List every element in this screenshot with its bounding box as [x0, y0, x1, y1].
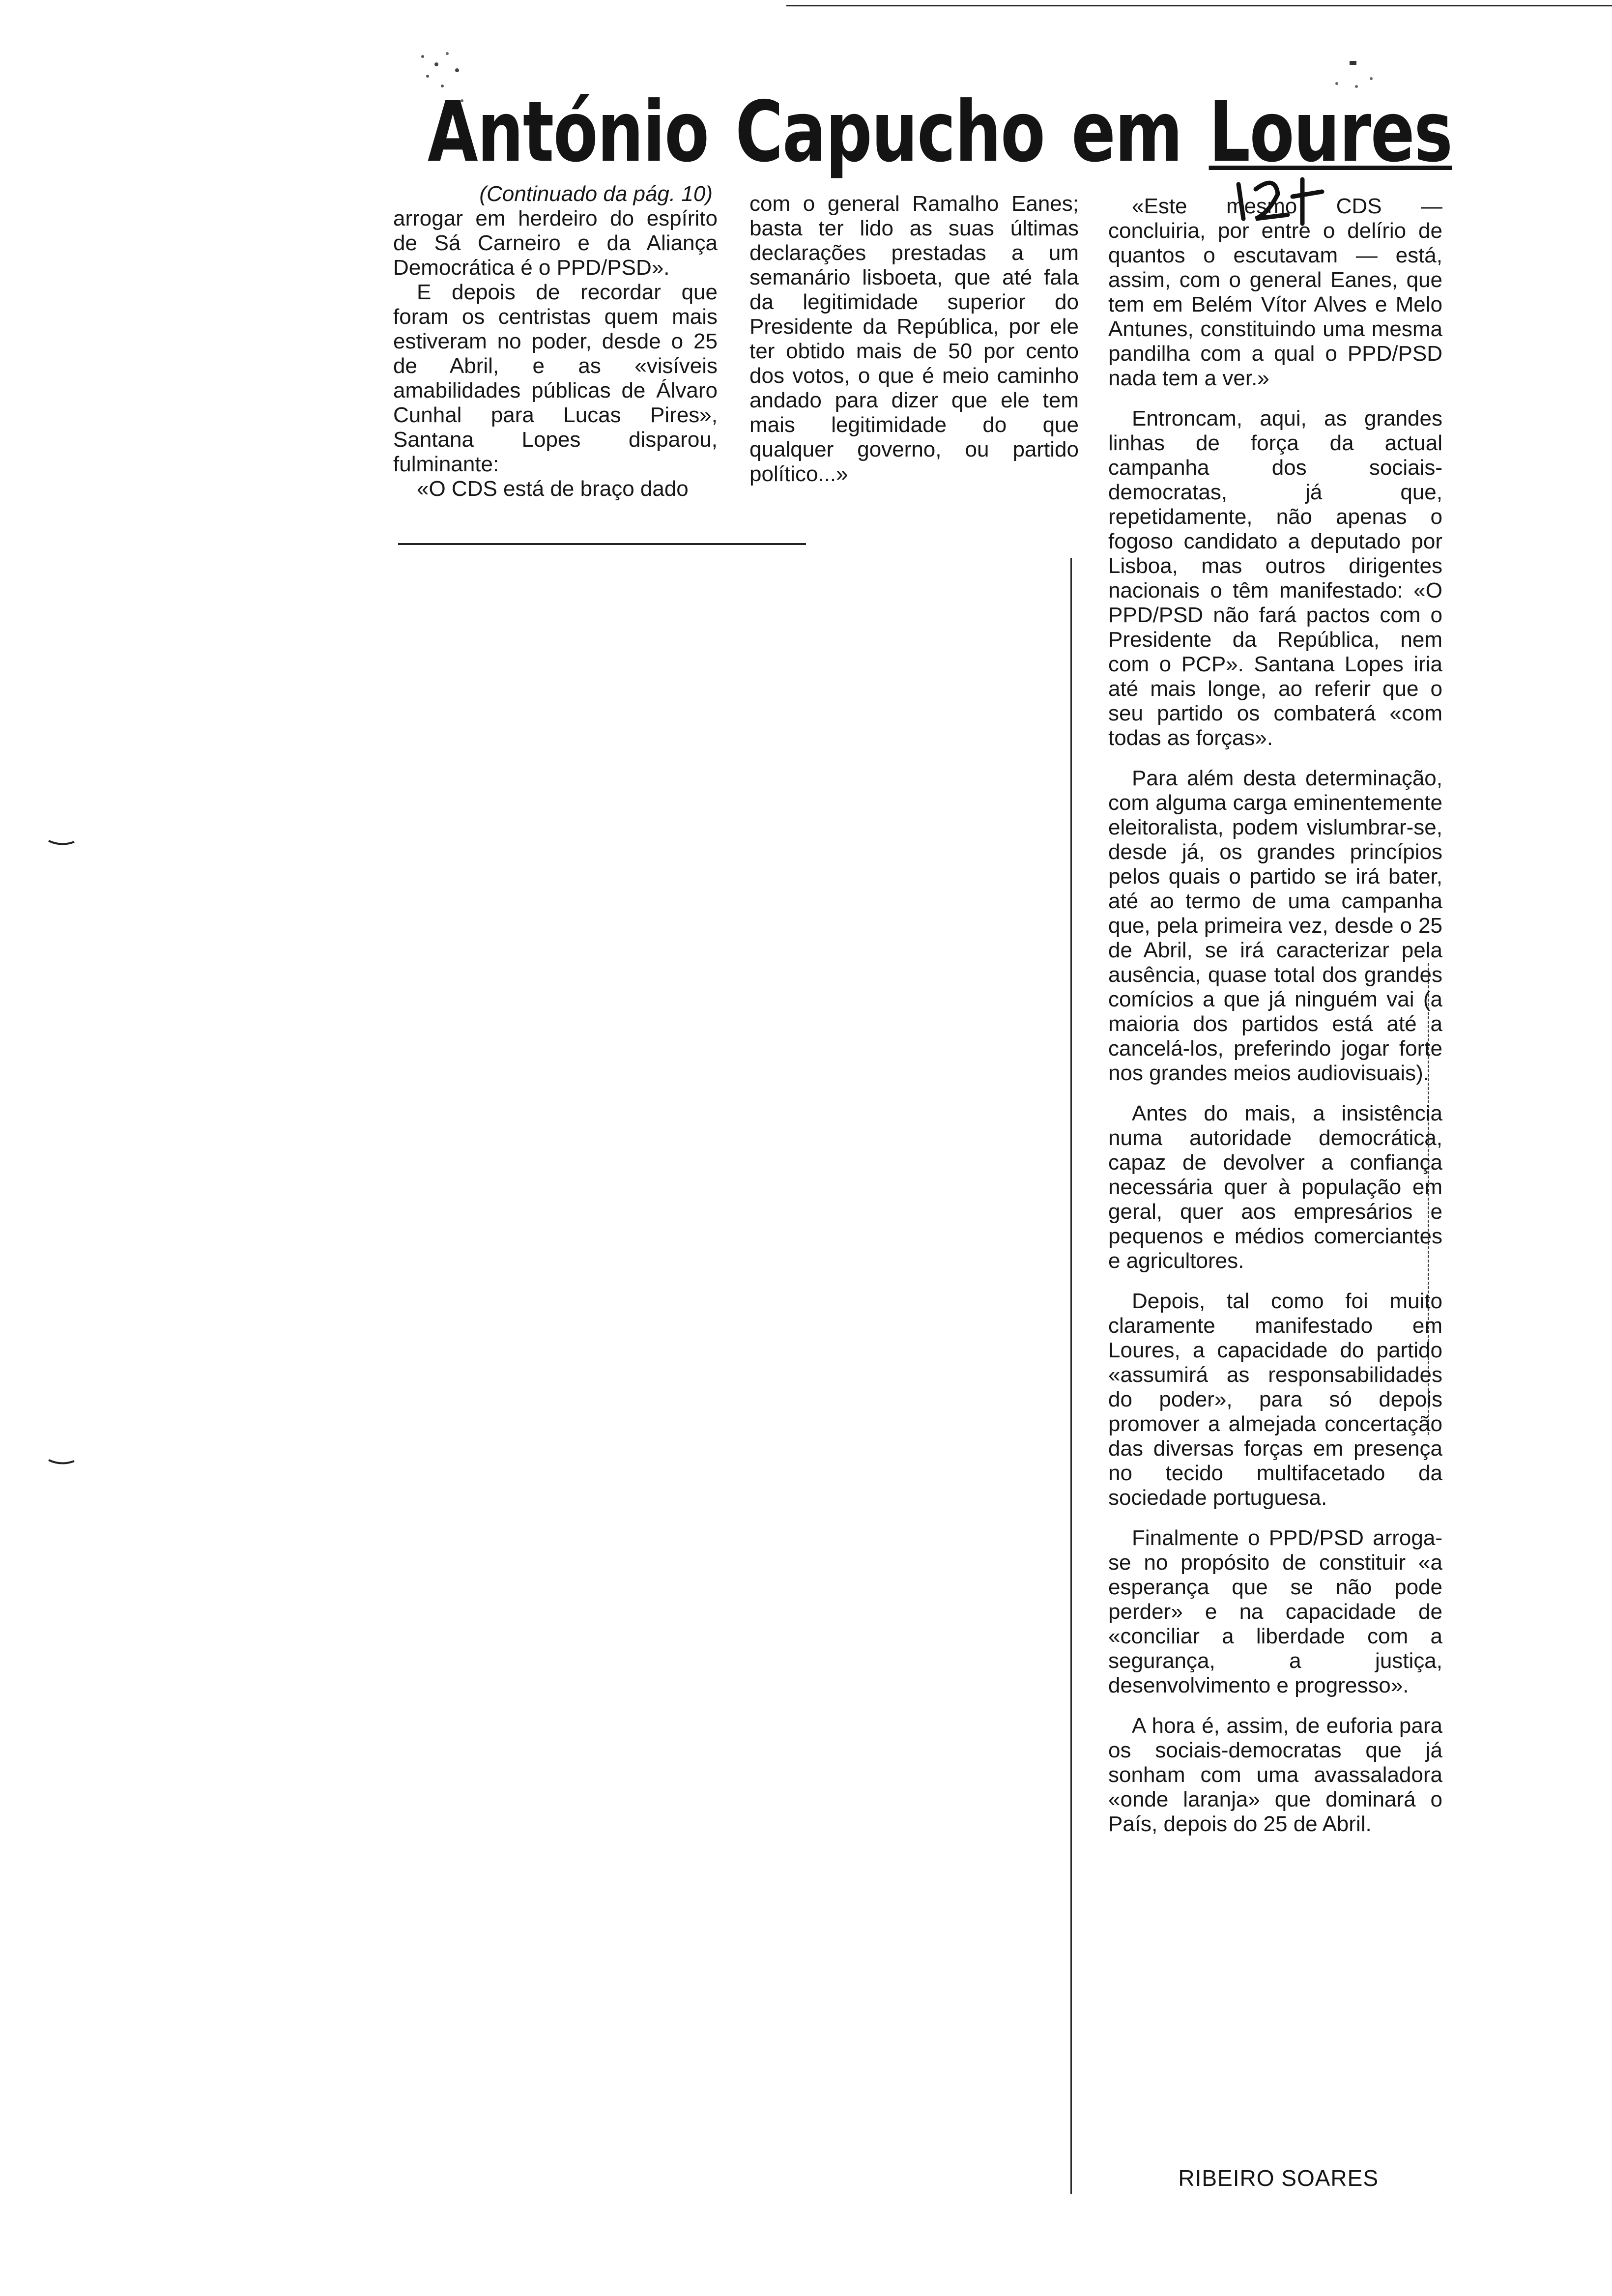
column-3-paragraph: «Este mesmo CDS — concluiria, por entre o delírio de quantos o escutavam — está, assim, com o general Eanes, que tem em Belém Vítor Alves e Melo Antunes, constituindo uma mesma pandilha com a qual o PPD/PSD nada tem a ver.»: [1108, 194, 1442, 390]
punch-hole-mark: [47, 1457, 76, 1467]
column-1-paragraph: E depois de recordar que foram os centristas quem mais estiveram no poder, desde o 25 de Abril, e as «visíveis amabilidades públicas de Álvaro Cunhal para Lucas Pires», Santana Lopes disparou, fulminante:: [393, 280, 718, 476]
column-3-paragraph: Antes do mais, a insistência numa autoridade democrática, capaz de devolver a confiança necessária quer à população em geral, quer aos empresários e pequenos e médios comerciantes e agricultores.: [1108, 1101, 1442, 1273]
byline: RIBEIRO SOARES: [1178, 2165, 1379, 2191]
article-column-2: [749, 192, 1079, 487]
punch-hole-mark: [47, 838, 76, 848]
column-vertical-rule: [1070, 558, 1072, 2194]
column-divider-rule: [398, 543, 806, 545]
headline-word-loures: Loures: [1209, 84, 1452, 181]
column-1-paragraph: «O CDS está de braço dado: [417, 477, 689, 501]
column-3-paragraph: Entroncam, aqui, as grandes linhas de força da actual campanha dos sociais-democratas, já que, repetidamente, não apenas o fogoso candidato a deputado por Lisboa, mas outros dirigentes nacionais o têm manifestado: «O PPD/PSD não fará pactos com o Presidente da República, nem com o PCP». Santana Lopes iria até mais longe, ao referir que o seu partido os combaterá «com todas as forças».: [1108, 406, 1442, 750]
column-1-paragraph: arrogar em herdeiro do espírito de Sá Carneiro e da Aliança Democrática é o PPD/PSD».: [393, 206, 718, 280]
headline-word-capucho: Capucho: [735, 84, 1045, 181]
headline-word-antonio: António: [428, 84, 709, 181]
top-rule: [786, 5, 1612, 6]
headline: [428, 84, 1452, 197]
headline-word-em: em: [1071, 84, 1182, 181]
column-3-paragraph: Depois, tal como foi muito claramente manifestado em Loures, a capacidade do partido «assumirá as responsabilidades do poder», para só depois promover a almejada concertação das diversas forças em presença no tecido multifacetado da sociedade portuguesa.: [1108, 1289, 1442, 1510]
column-3-paragraph: Finalmente o PPD/PSD arroga-se no propósito de constituir «a esperança que se não pode perder» e na capacidade de «conciliar a liberdade com a segurança, a justiça, desenvolvimento e progresso».: [1108, 1526, 1442, 1697]
continued-from-page: (Continuado da pág. 10): [479, 182, 713, 206]
column-3-paragraph: A hora é, assim, de euforia para os sociais-democratas que já sonham com uma avassaladora «onde laranja» que dominará o País, depois do 25 de Abril.: [1108, 1714, 1442, 1836]
article-column-1: [393, 182, 718, 501]
column-2-paragraph: com o general Ramalho Eanes; basta ter lido as suas últimas declarações prestadas a um semanário lisboeta, que até fala da legitimidade superior do Presidente da República, por ele ter obtido mais de 50 por cento dos votos, o que é meio caminho andado para dizer que ele tem mais legitimidade do que qualquer governo, ou partido político...»: [749, 192, 1079, 486]
column-3-paragraph: Para além desta determinação, com alguma carga eminentemente eleitoralista, podem vislumbrar-se, desde já, os grandes princípios pelos quais o partido se irá bater, até ao termo de uma campanha que, pela primeira vez, desde o 25 de Abril, se irá caracterizar pela ausência, quase total dos grandes comícios a que já ninguém vai (a maioria dos partidos está até a cancelá-los, preferindo jogar forte nos grandes meios audiovisuais).: [1108, 766, 1442, 1085]
article-column-3: [1108, 194, 1442, 1837]
